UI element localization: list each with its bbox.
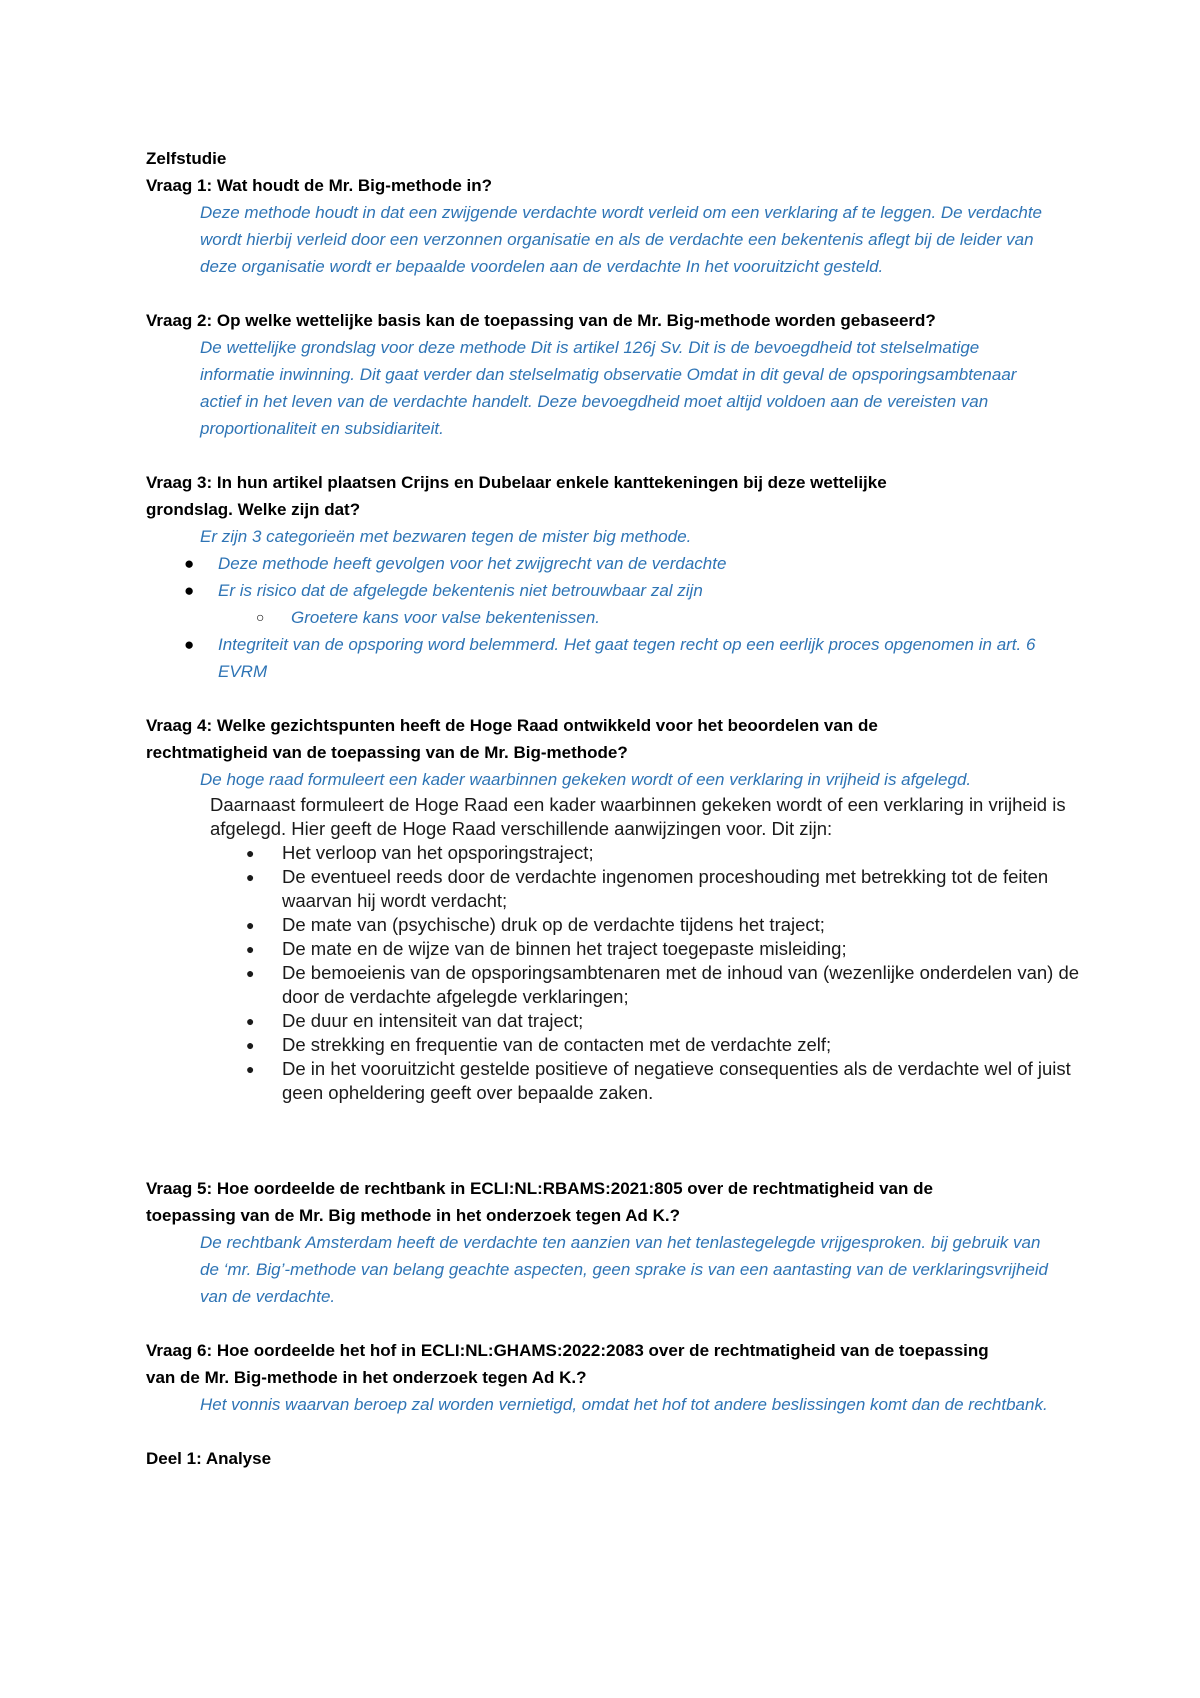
- answer-6: Het vonnis waarvan beroep zal worden vernietigd, omdat het hof tot andere beslissingen komt dan de rechtbank.: [200, 1395, 1048, 1414]
- question-3: Vraag 3: In hun artikel plaatsen Crijns en Dubelaar enkele kanttekeningen bij deze wettelijke grondslag. Welke zijn dat?: [146, 473, 887, 519]
- list-item: ● De duur en intensiteit van dat traject;: [246, 1010, 584, 1031]
- answer-3-intro: Er zijn 3 categorieën met bezwaren tegen de mister big methode.: [200, 527, 692, 546]
- answer-4-paragraph: Daarnaast formuleert de Hoge Raad een kader waarbinnen gekeken wordt of een verklaring in vrijheid is afgelegd. Hier geeft de Hoge Raad verschillende aanwijzingen voor. Dit zijn:: [210, 794, 1066, 839]
- doc-title: Zelfstudie: [146, 149, 227, 168]
- list-item: ● De strekking en frequentie van de contacten met de verdachte zelf;: [246, 1034, 832, 1055]
- answer-4: De hoge raad formuleert een kader waarbinnen gekeken wordt of een verklaring in vrijheid is afgelegd.: [200, 770, 972, 789]
- bullet-icon: ●: [184, 635, 195, 654]
- question-4: Vraag 4: Welke gezichtspunten heeft de Hoge Raad ontwikkeld voor het beoordelen van de rechtmatigheid van de toepassing van de Mr. Big-methode?: [146, 716, 878, 762]
- answer-1: Deze methode houdt in dat een zwijgende verdachte wordt verleid om een verklaring af te leggen. De verdachte wordt hierbij verleid door een verzonnen organisatie en als de verdachte een bekentenis aflegt bij de leider van deze organisatie wordt er bepaalde voordelen aan de verdachte In het vooruitzicht gesteld.: [200, 203, 1043, 276]
- bullet-icon: ●: [246, 941, 255, 957]
- list-item: ● Deze methode heeft gevolgen voor het zwijgrecht van de verdachte: [146, 550, 1058, 577]
- question-4-block: [146, 712, 1116, 1105]
- bullet-icon: ●: [246, 1037, 255, 1053]
- question-2: Vraag 2: Op welke wettelijke basis kan de toepassing van de Mr. Big-methode worden gebaseerd?: [146, 311, 936, 330]
- question-2-block: [146, 307, 1116, 442]
- bullet-icon: ●: [246, 1061, 255, 1077]
- answer-2: De wettelijke grondslag voor deze methode Dit is artikel 126j Sv. Dit is de bevoegdheid tot stelselmatige informatie inwinning. Dit gaat verder dan stelselmatig observatie Omdat in dit geval de opsporingsambtenaar actief in het leven van de verdachte handelt. Deze bevoegdheid moet altijd voldoen aan de vereisten van proportionaliteit en subsidiariteit.: [200, 338, 1017, 438]
- question-5: Vraag 5: Hoe oordeelde de rechtbank in ECLI:NL:RBAMS:2021:805 over de rechtmatigheid van de toepassing van de Mr. Big methode in het onderzoek tegen Ad K.?: [146, 1179, 933, 1225]
- list-item: ● De in het vooruitzicht gestelde positieve of negatieve consequenties als de verdachte wel of juist geen opheldering geeft over bepaalde zaken.: [246, 1058, 1071, 1103]
- answer-4-list: [146, 841, 1116, 1105]
- sub-list-item: ○ Groetere kans voor valse bekentenissen.: [146, 604, 1051, 631]
- list-item: ● De mate en de wijze van de binnen het traject toegepaste misleiding;: [246, 938, 847, 959]
- list-item: ● Er is risico dat de afgelegde bekentenis niet betrouwbaar zal zijn: [146, 577, 1058, 604]
- list-item: ● De mate van (psychische) druk op de verdachte tijdens het traject;: [246, 914, 825, 935]
- answer-3-list: [146, 550, 1116, 685]
- question-3-block: [146, 469, 1116, 685]
- question-6: Vraag 6: Hoe oordeelde het hof in ECLI:NL:GHAMS:2022:2083 over de rechtmatigheid van de toepassing van de Mr. Big-methode in het onderzoek tegen Ad K.?: [146, 1341, 989, 1387]
- bullet-icon: ●: [184, 581, 195, 600]
- question-1-block: [146, 172, 1116, 280]
- bullet-icon: ●: [184, 554, 195, 573]
- list-item: ● De bemoeienis van de opsporingsambtenaren met de inhoud van (wezenlijke onderdelen van) de door de verdachte afgelegde verklaringen;: [246, 962, 1080, 1007]
- document-body: [146, 145, 1116, 1472]
- spacer: [146, 1105, 1116, 1175]
- answer-5: De rechtbank Amsterdam heeft de verdachte ten aanzien van het tenlastegelegde vrijgesproken. bij gebruik van de ‘mr. Big’-methode van belang geachte aspecten, geen sprake is van een aantasting van de verklaringsvrijheid van de verdachte.: [200, 1233, 1048, 1306]
- question-5-block: [146, 1175, 1116, 1310]
- list-item: ● De eventueel reeds door de verdachte ingenomen proceshouding met betrekking tot de feiten waarvan hij wordt verdacht;: [246, 866, 1049, 911]
- section-heading: Deel 1: Analyse: [146, 1449, 272, 1468]
- bullet-icon: ●: [246, 869, 255, 885]
- list-item: ● Het verloop van het opsporingstraject;: [246, 842, 594, 863]
- question-1: Vraag 1: Wat houdt de Mr. Big-methode in?: [146, 176, 492, 195]
- bullet-icon: ●: [246, 965, 255, 981]
- bullet-icon: ●: [246, 917, 255, 933]
- bullet-icon: ●: [246, 1013, 255, 1029]
- bullet-icon: ●: [246, 845, 255, 861]
- hollow-bullet-icon: ○: [256, 609, 265, 625]
- list-item: ● Integriteit van de opsporing word belemmerd. Het gaat tegen recht op een eerlijk proces opgenomen in art. 6 EVRM: [146, 631, 1058, 685]
- question-6-block: [146, 1337, 1116, 1418]
